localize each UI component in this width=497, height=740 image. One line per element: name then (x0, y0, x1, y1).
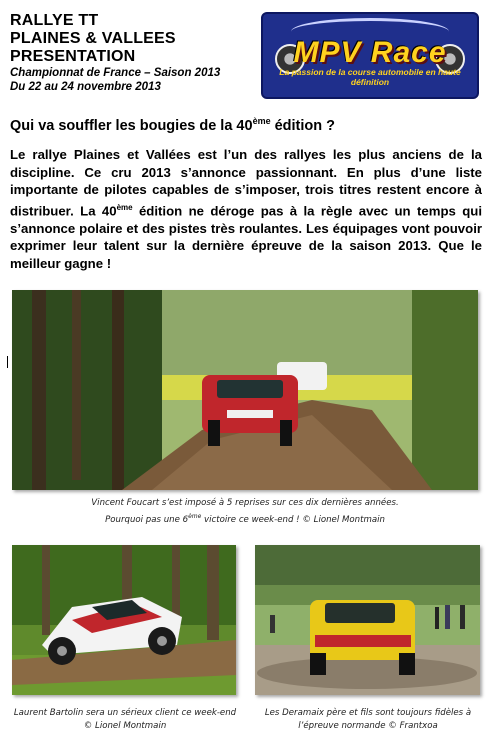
article-question (10, 116, 335, 134)
main-photo (12, 290, 478, 490)
intro-text: Le rallye Plaines et Vallées est l’un des rallyes les plus anciens de la discipline. Ce cru 2013 s’annonce passionnant. En plus d’une liste importante de pilotes capables de s’imposer, trois titres restent encore à distribuer. La 40 (10, 147, 482, 219)
caption-line: © Lionel Montmain (83, 721, 167, 731)
buggy-photo (12, 545, 236, 695)
caption-superscript: ème (188, 513, 202, 520)
text-cursor (7, 356, 8, 368)
main-photo-caption (12, 497, 478, 527)
title-line-2: PLAINES & VALLEES (10, 30, 176, 47)
mpv-race-logo (261, 12, 479, 99)
caption-line: Laurent Bartolin sera un sérieux client ce week-end (13, 708, 237, 718)
article-header (10, 12, 220, 94)
caption-line: l’épreuve normande © Frantxoa (298, 721, 438, 731)
title-line-1: RALLYE TT (10, 12, 99, 29)
caption-text: Pourquoi pas une 6 (105, 514, 189, 525)
event-dates: Du 22 au 24 novembre 2013 (10, 81, 161, 93)
question-text-end: édition ? (270, 117, 336, 134)
question-superscript: ème (252, 116, 271, 126)
intro-text-end: édition ne déroge pas à la règle avec un temps qui s’annonce polaire et des pistes très roulantes. Les équipages vont pouvoir exprimer leur talent sur la dernière épreuve de la saison 2013. Que le meilleur gagne ! (10, 203, 482, 271)
suv-photo (255, 545, 480, 695)
logo-slogan: La passion de la course automobile en haute définition (279, 67, 461, 87)
question-text: Qui va souffler les bougies de la 40 (10, 117, 253, 134)
suv-photo-caption (255, 707, 481, 733)
title-line-3: PRESENTATION (10, 48, 136, 65)
caption-line: Vincent Foucart s’est imposé à 5 reprises sur ces dix dernières années. (91, 498, 399, 508)
caption-text-end: victoire ce week-end ! © Lionel Montmain (201, 514, 385, 525)
intro-paragraph (10, 146, 482, 273)
championship-label: Championnat de France – Saison 2013 (10, 67, 221, 79)
buggy-photo-caption (12, 707, 238, 733)
caption-line (12, 510, 478, 527)
caption-line: Les Deramaix père et fils sont toujours fidèles à (264, 708, 472, 718)
logo-wordmark: MPV Race (293, 36, 447, 69)
intro-superscript: ème (116, 202, 133, 212)
